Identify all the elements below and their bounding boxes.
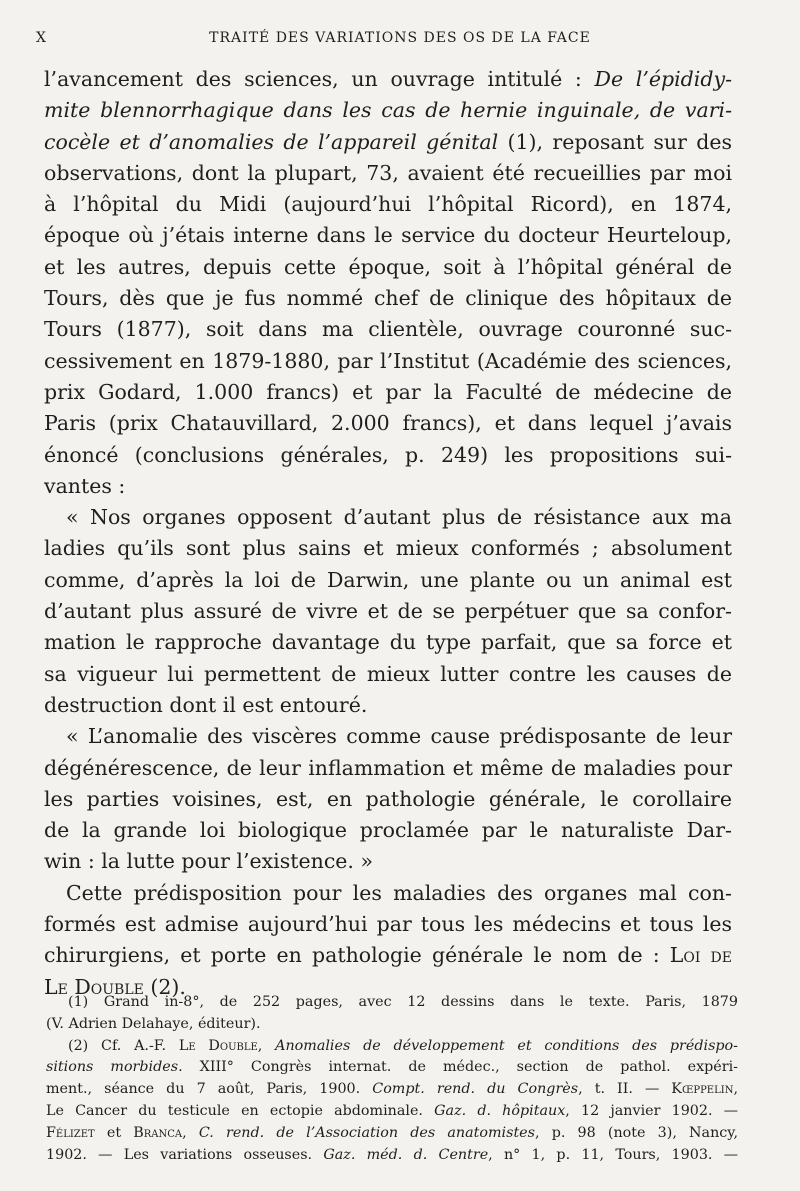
text-line: mite blennorrhagique dans les cas de hernie inguinale, de vari- (44, 98, 732, 123)
text-line: cessivement en 1879-1880, par l’Institut (Académie des sciences, (44, 348, 732, 373)
footnote-line: (1) Grand in-8°, de 252 pages, avec 12 dessins dans le texte. Paris, 1879 (68, 994, 738, 1010)
footnote-line: (2) Cf. A.-F. Le Double, Anomalies de développement et conditions des prédispo- (68, 1037, 738, 1054)
text-line: comme, d’après la loi de Darwin, une plante ou un animal est (44, 567, 732, 592)
text-line: à l’hôpital du Midi (aujourd’hui l’hôpital Ricord), en 1874, (44, 192, 732, 217)
text-line: et les autres, depuis cette époque, soit à l’hôpital général de (44, 254, 732, 279)
text-line: de la grande loi biologique proclamée par le naturaliste Dar- (44, 818, 732, 843)
text-line: époque où j’étais interne dans le service du docteur Heurteloup, (44, 223, 732, 248)
main-text (44, 64, 732, 1003)
footnotes (46, 992, 738, 1166)
text-line: ladies qu’ils sont plus sains et mieux conformés ; absolument (44, 536, 732, 561)
text-line: Le Double (2). (44, 974, 186, 999)
running-title: TRAITÉ DES VARIATIONS DES OS DE LA FACE (209, 30, 591, 46)
text-line: « L’anomalie des viscères comme cause prédisposante de leur (66, 724, 732, 749)
text-line: prix Godard, 1.000 francs) et par la Faculté de médecine de (44, 379, 732, 404)
footnote-line: 1902. — Les variations osseuses. Gaz. méd. d. Centre, n° 1, p. 11, Tours, 1903. — (46, 1146, 739, 1163)
footnote-line: Le Cancer du testicule en ectopie abdominale. Gaz. d. hôpitaux, 12 janvier 1902. — (46, 1102, 739, 1119)
footnote-line: Félizet et Branca, C. rend. de l’Association des anatomistes, p. 98 (note 3), Nancy, (46, 1124, 738, 1141)
footnote-line: sitions morbides. XIII° Congrès internat. de médec., section de pathol. expéri- (46, 1059, 738, 1076)
text-line: dégénérescence, de leur inflammation et même de maladies pour (44, 755, 732, 780)
text-line: les parties voisines, est, en pathologie générale, le corollaire (44, 786, 732, 811)
text-line: Tours (1877), soit dans ma clientèle, ouvrage couronné suc- (44, 317, 732, 342)
text-line: destruction dont il est entouré. (44, 692, 368, 717)
text-line: cocèle et d’anomalies de l’appareil génital (1), reposant sur des (44, 129, 733, 154)
text-line: observations, dont la plupart, 73, avaient été recueillies par moi (44, 160, 732, 185)
text-line: formés est admise aujourd’hui par tous les médecins et tous les (44, 912, 732, 937)
text-line: énoncé (conclusions générales, p. 249) les propositions sui- (44, 442, 732, 467)
text-line: Tours, dès que je fus nommé chef de clinique des hôpitaux de (44, 286, 732, 311)
footnote-line: ment., séance du 7 août, Paris, 1900. Compt. rend. du Congrès, t. II. — Kœppelin, (46, 1081, 738, 1098)
text-line: vantes : (44, 473, 126, 498)
text-line: chirurgiens, et porte en pathologie générale le nom de : Loi de (44, 943, 732, 968)
running-header (36, 30, 764, 52)
text-line: mation le rapproche davantage du type parfait, que sa force et (44, 630, 732, 655)
text-line: « Nos organes opposent d’autant plus de résistance aux ma (66, 505, 732, 530)
text-line: l’avancement des sciences, un ouvrage intitulé : De l’épididy- (44, 67, 732, 91)
footnote-line: (V. Adrien Delahaye, éditeur). (46, 1015, 261, 1032)
page-number: X (36, 30, 47, 46)
text-line: Paris (prix Chatauvillard, 2.000 francs), et dans lequel j’avais (44, 411, 732, 436)
text-line: Cette prédisposition pour les maladies des organes mal con- (66, 880, 732, 905)
text-line: win : la lutte pour l’existence. » (44, 849, 374, 874)
text-line: sa vigueur lui permettent de mieux lutter contre les causes de (44, 661, 732, 686)
text-line: d’autant plus assuré de vivre et de se perpétuer que sa confor- (44, 599, 732, 624)
